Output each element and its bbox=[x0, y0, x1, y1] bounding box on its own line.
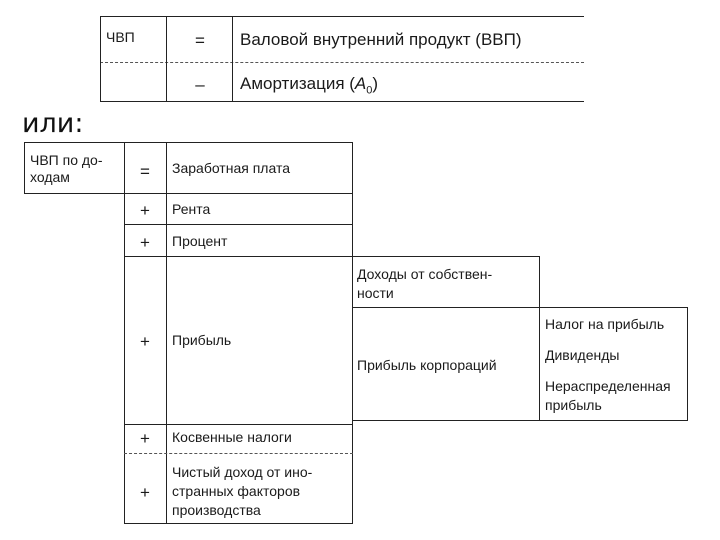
retained-earnings-line-2: прибыль bbox=[545, 397, 602, 413]
row-divider-4 bbox=[124, 424, 353, 425]
property-income-line-2: ности bbox=[357, 285, 394, 301]
dividends-text: Дивиденды bbox=[545, 347, 620, 363]
income-label-line-2: ходам bbox=[30, 169, 70, 185]
depreciation-close: ) bbox=[372, 74, 379, 93]
profit-breakdown-divider bbox=[352, 307, 688, 308]
components-column-right bbox=[352, 142, 353, 524]
depreciation-label: Амортизация ( bbox=[240, 74, 355, 93]
row-operator: + bbox=[140, 429, 150, 448]
top-table-border-top bbox=[100, 16, 584, 17]
net-foreign-income-line-2: странных факторов bbox=[172, 483, 301, 499]
row-divider-3 bbox=[124, 256, 540, 257]
income-label-line-1: ЧВП по до- bbox=[30, 152, 103, 168]
row-divider-5 bbox=[124, 453, 353, 454]
top-table-row-divider bbox=[100, 62, 584, 63]
top-table-col-divider-2 bbox=[232, 16, 233, 102]
profit-breakdown-right bbox=[539, 256, 540, 421]
top-table-border-left bbox=[100, 16, 101, 102]
retained-earnings-line-1: Нераспределенная bbox=[545, 378, 671, 394]
separator-text: или: bbox=[22, 108, 84, 139]
minus-operator: – bbox=[195, 75, 205, 94]
depreciation-text bbox=[240, 75, 378, 99]
row-operator: + bbox=[140, 201, 150, 220]
row-operator: + bbox=[140, 233, 150, 252]
net-foreign-income-line-1: Чистый доход от ино- bbox=[172, 464, 313, 480]
property-income-line-1: Доходы от собствен- bbox=[357, 266, 493, 282]
depreciation-subscript: 0 bbox=[366, 84, 373, 97]
operator-column-right bbox=[166, 142, 167, 524]
interest-text: Процент bbox=[172, 233, 228, 249]
wages-text: Заработная плата bbox=[172, 160, 290, 176]
indirect-taxes-text: Косвенные налоги bbox=[172, 429, 292, 445]
label-box-left bbox=[24, 142, 25, 194]
income-table-border-bottom bbox=[124, 523, 353, 524]
row-divider-2 bbox=[124, 224, 353, 225]
income-table-border-top bbox=[24, 142, 353, 143]
depreciation-symbol: A bbox=[354, 74, 367, 93]
row-operator: = bbox=[140, 162, 150, 181]
rent-text: Рента bbox=[172, 201, 211, 217]
gdp-text: Валовой внутренний продукт (ВВП) bbox=[240, 30, 522, 49]
row-divider-1 bbox=[124, 193, 353, 194]
corporate-profit-text: Прибыль корпораций bbox=[357, 357, 497, 373]
profit-breakdown-bottom bbox=[352, 420, 688, 421]
net-foreign-income-line-3: производства bbox=[172, 502, 261, 518]
row-operator: + bbox=[140, 332, 150, 351]
profit-text: Прибыль bbox=[172, 332, 232, 348]
top-table-col-divider-1 bbox=[166, 16, 167, 102]
profit-tax-text: Налог на прибыль bbox=[545, 316, 665, 332]
corporate-items-right bbox=[687, 307, 688, 421]
top-table-border-bottom bbox=[100, 101, 584, 102]
row-operator: + bbox=[140, 483, 150, 502]
label-box-bottom bbox=[24, 193, 124, 194]
top-table-left-label: ЧВП bbox=[106, 29, 135, 45]
equals-operator: = bbox=[195, 31, 205, 50]
